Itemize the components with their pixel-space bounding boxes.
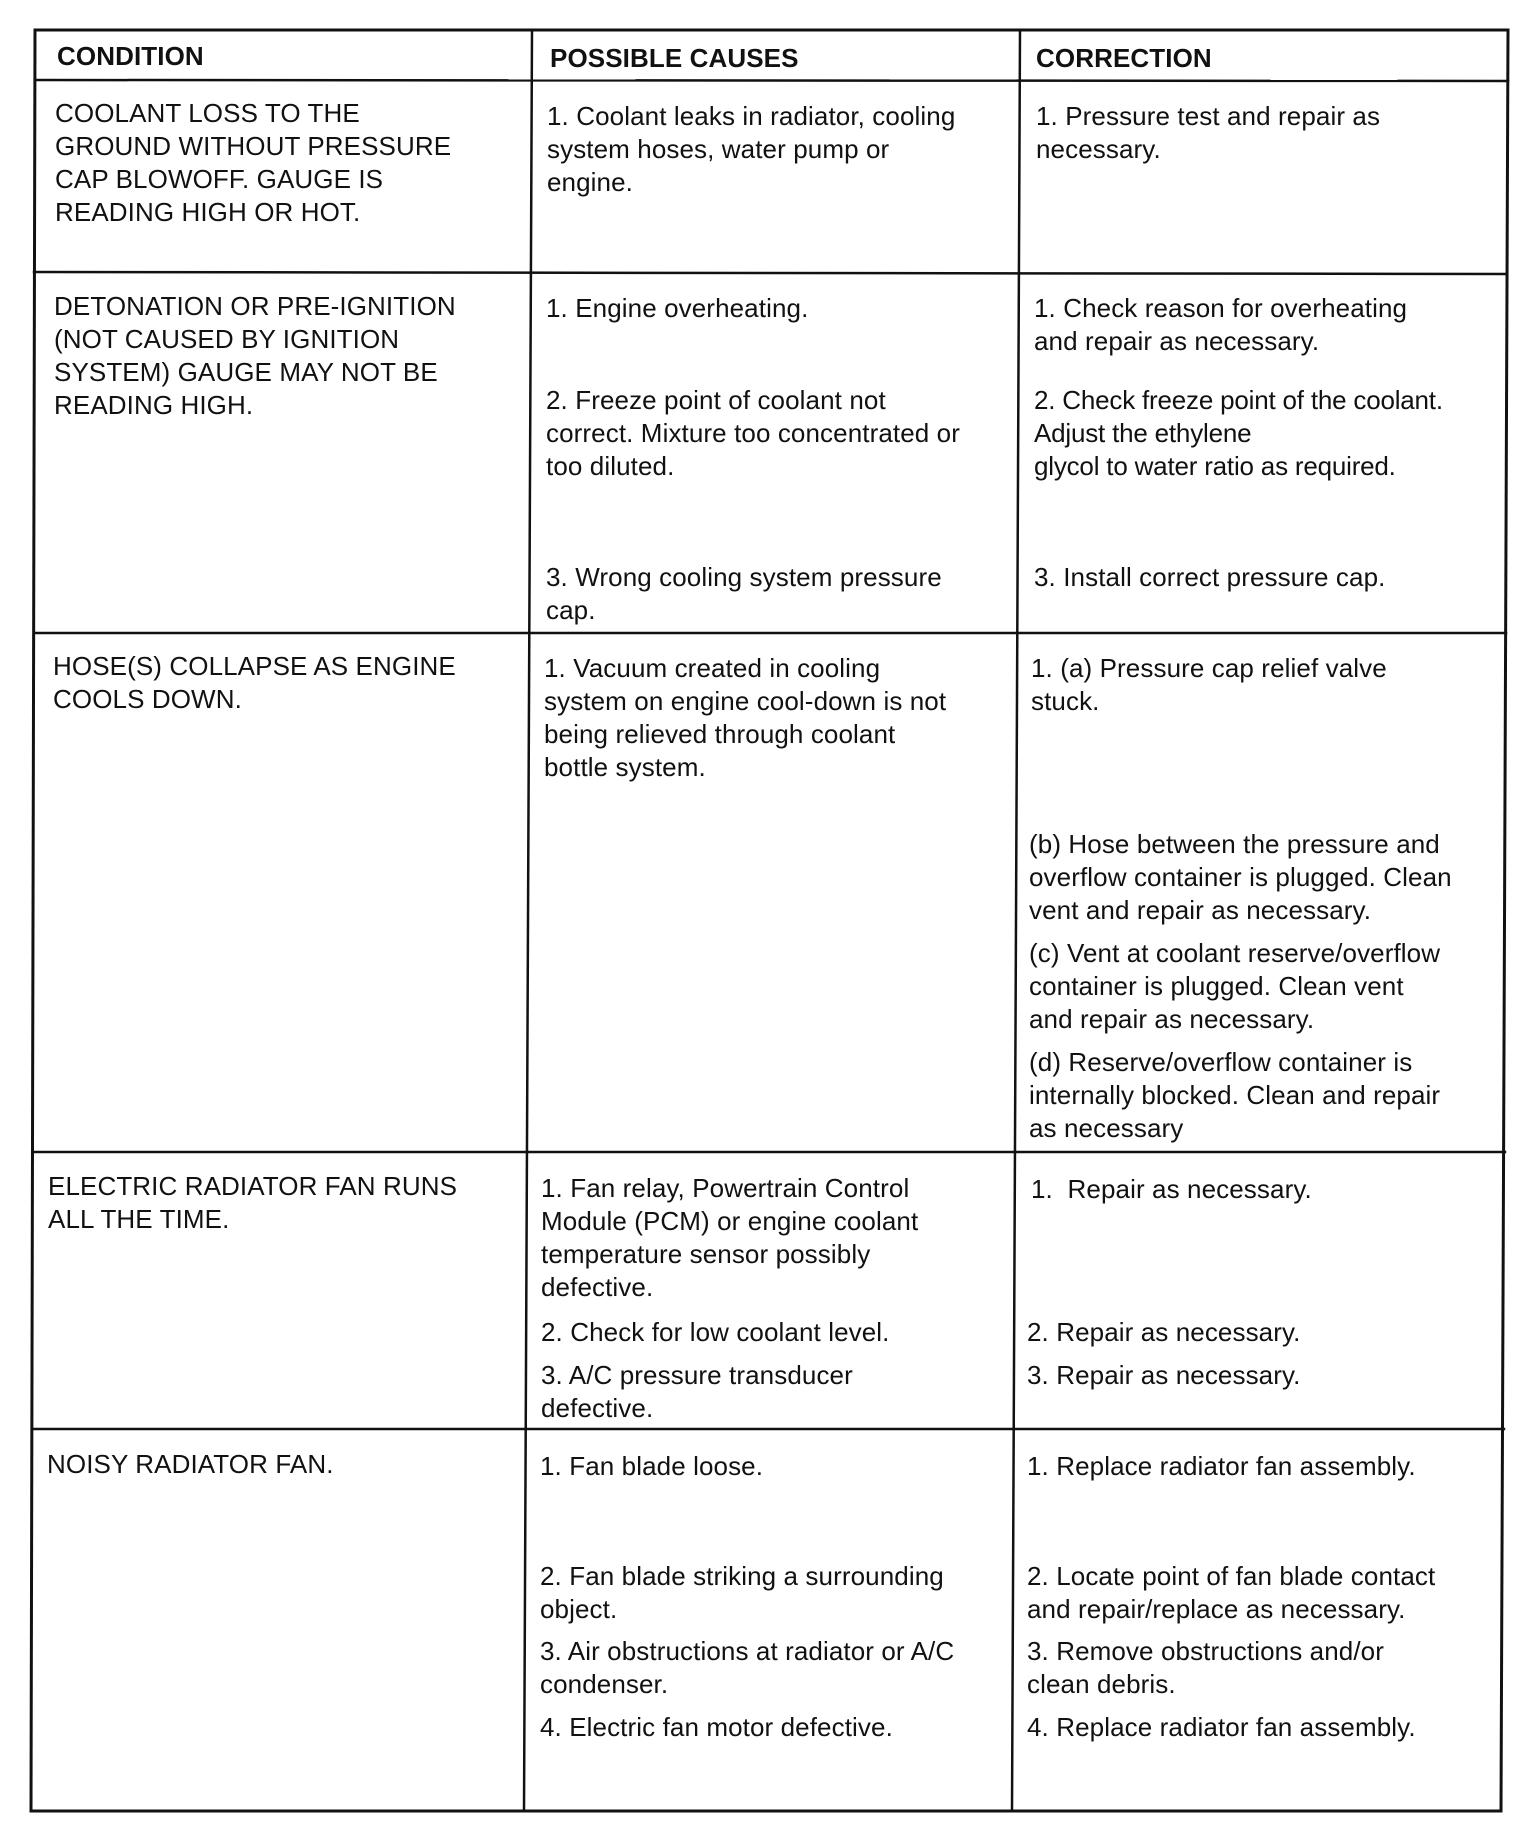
row3-correction-c-line: (c) Vent at coolant reserve/overflow <box>1029 938 1441 968</box>
row3-correction-c <box>1029 937 1440 1036</box>
row1-condition-line: CAP BLOWOFF. GAUGE IS <box>55 164 384 194</box>
row1-correction-1-line: 1. Pressure test and repair as <box>1036 101 1381 131</box>
row5-correction-4-line: 4. Replace radiator fan assembly. <box>1027 1712 1416 1742</box>
row4-correction-3-line: 3. Repair as necessary. <box>1027 1360 1301 1390</box>
row1-cause-1 <box>547 100 955 199</box>
row5-cause-1-line: 1. Fan blade loose. <box>540 1451 764 1481</box>
row5-correction-2 <box>1027 1560 1435 1626</box>
row1-condition-line: GROUND WITHOUT PRESSURE <box>55 131 452 161</box>
row5-correction-1-line: 1. Replace radiator fan assembly. <box>1027 1451 1416 1481</box>
row5-condition <box>47 1448 334 1481</box>
row2-cause-3-line: cap. <box>546 595 596 625</box>
row3-correction-d <box>1029 1046 1440 1145</box>
row2-correction-1 <box>1034 292 1407 358</box>
row1-cause-1-line: engine. <box>547 167 633 197</box>
row2-condition-line: READING HIGH. <box>54 390 254 420</box>
row2-condition-line: SYSTEM) GAUGE MAY NOT BE <box>54 357 438 387</box>
row1-condition-line: COOLANT LOSS TO THE <box>55 98 360 128</box>
row3-correction-a-line: stuck. <box>1031 686 1100 716</box>
row2-cause-3-line: 3. Wrong cooling system pressure <box>546 562 942 592</box>
row5-correction-3-line: clean debris. <box>1027 1669 1176 1699</box>
column-divider-2 <box>1012 30 1020 1811</box>
row2-cause-3 <box>546 561 942 627</box>
row2-cause-2-line: correct. Mixture too concentrated or <box>546 418 961 448</box>
row3-correction-b-line: overflow container is plugged. Clean <box>1029 862 1452 892</box>
row3-correction-b-line: vent and repair as necessary. <box>1029 895 1372 925</box>
row3-condition-line: COOLS DOWN. <box>53 684 242 714</box>
row4-cause-3-line: defective. <box>541 1393 654 1423</box>
row3-correction-a-line: 1. (a) Pressure cap relief valve <box>1031 653 1387 683</box>
row4-cause-3 <box>541 1359 853 1425</box>
table-border-left <box>31 30 35 1811</box>
row2-condition <box>54 290 456 422</box>
row5-correction-3 <box>1027 1635 1384 1701</box>
row4-correction-2 <box>1027 1316 1301 1349</box>
row5-correction-1 <box>1027 1450 1416 1483</box>
row5-cause-3-line: condenser. <box>540 1669 669 1699</box>
row2-correction-3-line: 3. Install correct pressure cap. <box>1034 562 1386 592</box>
row3-correction-d-line: internally blocked. Clean and repair <box>1029 1080 1441 1110</box>
row5-correction-2-line: 2. Locate point of fan blade contact <box>1027 1561 1436 1591</box>
row5-condition-line: NOISY RADIATOR FAN. <box>47 1449 334 1479</box>
row3-correction-a <box>1031 652 1387 718</box>
row3-correction-d-line: as necessary <box>1029 1113 1184 1143</box>
row4-cause-2 <box>541 1316 890 1349</box>
row2-condition-line: DETONATION OR PRE-IGNITION <box>54 291 456 321</box>
row2-cause-1-line: 1. Engine overheating. <box>546 293 809 323</box>
row4-cause-1-line: defective. <box>541 1272 654 1302</box>
row2-cause-2-line: too diluted. <box>546 451 675 481</box>
row1-cause-1-line: 1. Coolant leaks in radiator, cooling <box>547 101 956 131</box>
row2-correction-2-line: Adjust the ethylene <box>1034 418 1252 448</box>
row5-cause-4-line: 4. Electric fan motor defective. <box>540 1712 893 1742</box>
row4-correction-1 <box>1031 1173 1312 1206</box>
row4-cause-2-line: 2. Check for low coolant level. <box>541 1317 890 1347</box>
row1-correction-1 <box>1036 100 1380 166</box>
row3-cause-1-line: system on engine cool-down is not <box>544 686 947 716</box>
row5-correction-2-line: and repair/replace as necessary. <box>1027 1594 1406 1624</box>
row5-cause-4 <box>540 1711 893 1744</box>
row4-correction-3 <box>1027 1359 1301 1392</box>
row5-cause-2-line: 2. Fan blade striking a surrounding <box>540 1561 944 1591</box>
row4-cause-1-line: Module (PCM) or engine coolant <box>541 1206 919 1236</box>
row4-condition-line: ALL THE TIME. <box>48 1204 230 1234</box>
row3-correction-c-line: and repair as necessary. <box>1029 1004 1315 1034</box>
row4-condition-line: ELECTRIC RADIATOR FAN RUNS <box>48 1171 458 1201</box>
row5-cause-1 <box>540 1450 763 1483</box>
row5-correction-3-line: 3. Remove obstructions and/or <box>1027 1636 1384 1666</box>
row4-correction-2-line: 2. Repair as necessary. <box>1027 1317 1301 1347</box>
row3-correction-b <box>1029 828 1452 927</box>
row4-cause-3-line: 3. A/C pressure transducer <box>541 1360 853 1390</box>
row3-cause-1-line: 1. Vacuum created in cooling <box>544 653 881 683</box>
row-divider-1 <box>34 272 1507 274</box>
row4-cause-1 <box>541 1172 918 1304</box>
header-possible-causes: POSSIBLE CAUSES <box>550 43 799 73</box>
row3-correction-c-line: container is plugged. Clean vent <box>1029 971 1404 1001</box>
row2-correction-1-line: 1. Check reason for overheating <box>1034 293 1408 323</box>
row3-condition <box>53 650 456 716</box>
column-divider-1 <box>524 30 532 1811</box>
row2-condition-line: (NOT CAUSED BY IGNITION <box>54 324 400 354</box>
row2-cause-2 <box>546 384 960 483</box>
row3-condition-line: HOSE(S) COLLAPSE AS ENGINE <box>53 651 456 681</box>
row2-correction-2-line: 2. Check freeze point of the coolant. <box>1034 385 1443 415</box>
row1-condition-line: READING HIGH OR HOT. <box>55 197 361 227</box>
row4-condition <box>48 1170 457 1236</box>
row5-correction-4 <box>1027 1711 1416 1744</box>
row4-cause-1-line: 1. Fan relay, Powertrain Control <box>541 1173 910 1203</box>
row2-correction-3 <box>1034 561 1385 594</box>
row2-cause-2-line: 2. Freeze point of coolant not <box>546 385 886 415</box>
row1-condition <box>55 97 451 229</box>
header-condition: CONDITION <box>57 41 204 71</box>
row5-cause-2 <box>540 1560 944 1626</box>
row4-correction-1-line: 1. Repair as necessary. <box>1031 1174 1312 1204</box>
row4-cause-1-line: temperature sensor possibly <box>541 1239 871 1269</box>
row5-cause-3 <box>540 1635 954 1701</box>
row1-correction-1-line: necessary. <box>1036 134 1161 164</box>
row5-cause-2-line: object. <box>540 1594 618 1624</box>
header-divider <box>35 80 1508 81</box>
row2-correction-1-line: and repair as necessary. <box>1034 326 1320 356</box>
row3-cause-1-line: bottle system. <box>544 752 706 782</box>
row3-correction-b-line: (b) Hose between the pressure and <box>1029 829 1440 859</box>
table-border-right <box>1501 30 1508 1811</box>
row3-cause-1 <box>544 652 946 784</box>
row5-cause-3-line: 3. Air obstructions at radiator or A/C <box>540 1636 955 1666</box>
header-correction: CORRECTION <box>1036 43 1212 73</box>
row3-correction-d-line: (d) Reserve/overflow container is <box>1029 1047 1413 1077</box>
row3-cause-1-line: being relieved through coolant <box>544 719 896 749</box>
row2-correction-2-line: glycol to water ratio as required. <box>1034 451 1396 481</box>
row2-cause-1 <box>546 292 808 325</box>
row2-correction-2 <box>1034 384 1443 483</box>
row1-cause-1-line: system hoses, water pump or <box>547 134 890 164</box>
